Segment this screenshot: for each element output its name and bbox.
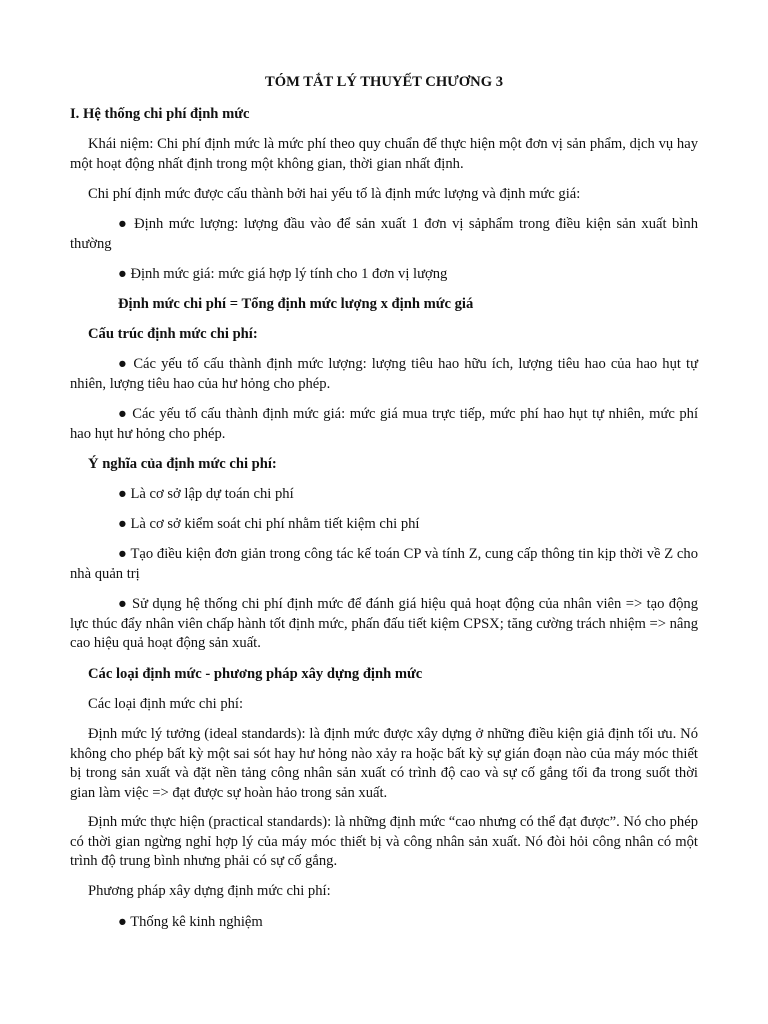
bullet-price-standard: ● Định mức giá: mức giá hợp lý tính cho 1 đơn vị lượng [118, 266, 448, 282]
heading-meaning: Ý nghĩa của định mức chi phí: [88, 456, 277, 472]
bullet-budget-basis: ● Là cơ sở lập dự toán chi phí [118, 486, 294, 502]
paragraph-types: Các loại định mức chi phí: [88, 696, 244, 712]
paragraph-ideal-standards: Định mức lý tưởng (ideal standards): là định mức được xây dựng ở những điều kiện giả định tối ưu. Nó không cho phép bất kỳ một sai sót hay hư hỏng nào xảy ra hoặc bất kỳ sự gián đoạn nào của máy móc thiết bị trong sản xuất và đặt nền tảng công nhân sản xuất có trình độ cao và sự cố gắng tối đa trong suốt thời gian làm việc => đạt được sự hoàn hảo trong sản xuất. [70, 726, 698, 801]
bullet-quantity-standard: ● Định mức lượng: lượng đầu vào để sản xuất 1 đơn vị sảphẩm trong điều kiện sản xuất bình thường [70, 216, 698, 252]
bullet-quantity-components: ● Các yếu tố cấu thành định mức lượng: lượng tiêu hao hữu ích, lượng tiêu hao của hao hụt tự nhiên, lượng tiêu hao của hư hỏng cho phép. [70, 356, 698, 392]
bullet-price-components: ● Các yếu tố cấu thành định mức giá: mức giá mua trực tiếp, mức phí hao hụt tự nhiên, mức phí hao hụt hư hỏng cho phép. [70, 406, 698, 442]
bullet-accounting: ● Tạo điều kiện đơn giản trong công tác kế toán CP và tính Z, cung cấp thông tin kịp thời về Z cho nhà quản trị [70, 546, 698, 582]
paragraph-concept: Khái niệm: Chi phí định mức là mức phí theo quy chuẩn để thực hiện một đơn vị sản phẩm, dịch vụ hay một hoạt động nhất định trong một không gian, thời gian nhất định. [70, 136, 698, 172]
bullet-statistical-experience: ● Thống kê kinh nghiệm [118, 914, 263, 930]
heading-types-methods: Các loại định mức - phương pháp xây dựng định mức [88, 666, 423, 682]
paragraph-methods: Phương pháp xây dựng định mức chi phí: [88, 883, 331, 899]
bullet-cost-control: ● Là cơ sở kiểm soát chi phí nhằm tiết kiệm chi phí [118, 516, 420, 532]
heading-structure: Cấu trúc định mức chi phí: [88, 326, 258, 342]
document-title: TÓM TẮT LÝ THUYẾT CHƯƠNG 3 [264, 74, 503, 90]
paragraph-composition: Chi phí định mức được cấu thành bởi hai yếu tố là định mức lượng và định mức giá: [88, 186, 581, 202]
section-heading: I. Hệ thống chi phí định mức [70, 106, 250, 122]
paragraph-practical-standards: Định mức thực hiện (practical standards): là những định mức “cao nhưng có thể đạt được”. Nó cho phép có thời gian ngừng nghỉ hợp lý của máy móc thiết bị và công nhân sản xuất. Nó đòi hỏi công nhân có một trình độ trung bình nhưng phải có sự cố gắng. [70, 814, 698, 869]
bullet-performance: ● Sử dụng hệ thống chi phí định mức để đánh giá hiệu quả hoạt động của nhân viên => tạo động lực thúc đẩy nhân viên chấp hành tốt định mức, phấn đấu tiết kiệm CPSX; tăng cường trách nhiệm => nâng cao hiệu quả hoạt động sản xuất. [70, 596, 698, 651]
formula-line: Định mức chi phí = Tổng định mức lượng x định mức giá [118, 296, 474, 312]
